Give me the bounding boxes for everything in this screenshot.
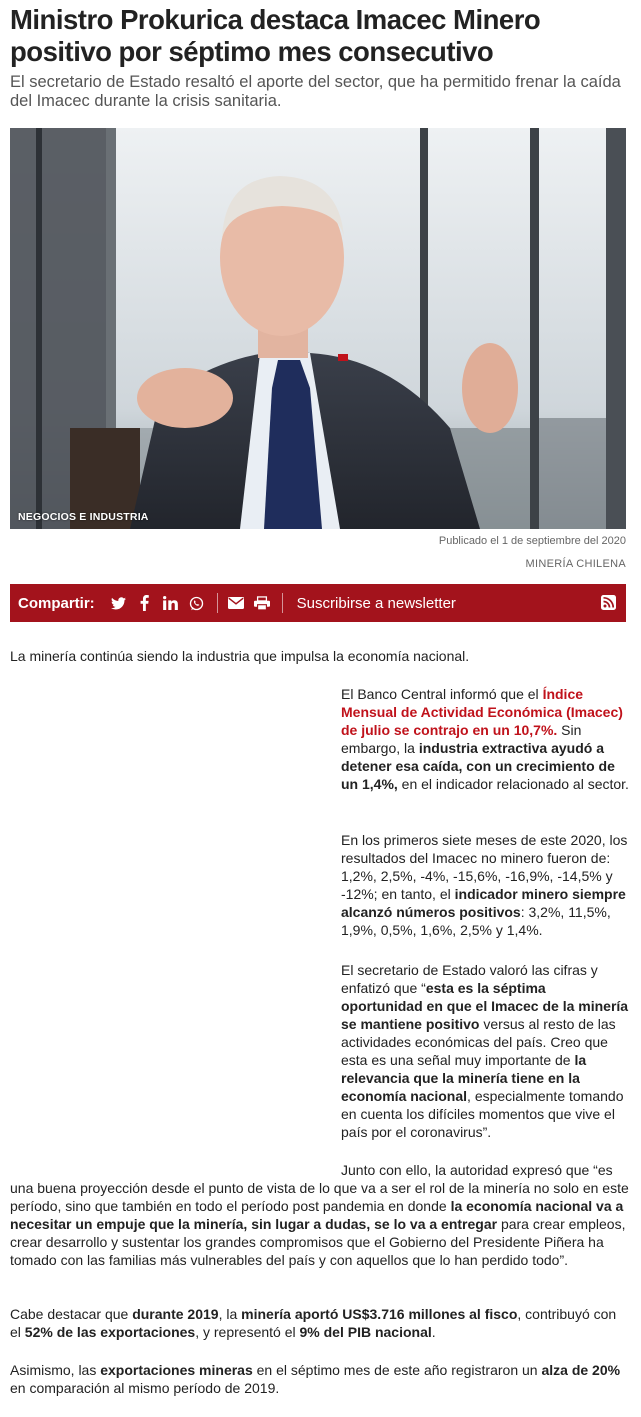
p3-text-c: : 3,2%, 11,5%, 1,9%, 0,5%, 1,6%, 2,5% y 1,4%.	[341, 904, 611, 938]
body-paragraph-2	[341, 685, 629, 793]
article-photo	[10, 128, 626, 529]
share-bar	[10, 584, 626, 622]
p5-text-c: para crear empleos, crear desarrollo y sustentar los grandes compromisos que el Gobierno del Presidente Piñera ha tomado con las familias más vulnerables del país y con aquellos que lo han perdido todo”.	[10, 1216, 626, 1268]
whatsapp-icon[interactable]	[189, 595, 205, 611]
article-subhead: El secretario de Estado resaltó el aporte del sector, que ha permitido frenar la caída del Imacec durante la crisis sanitaria.	[10, 73, 621, 110]
body-paragraph-1: La minería continúa siendo la industria que impulsa la economía nacional.	[10, 648, 470, 664]
email-icon[interactable]	[228, 595, 244, 611]
rss-icon[interactable]	[601, 595, 616, 610]
p4-bold-d: la relevancia que la minería tiene en la economía nacional	[341, 1052, 587, 1104]
p5-bold-b: la economía nacional va a necesitar un empuje que la minería, sin lugar a dudas, se lo va a entregar	[10, 1198, 624, 1232]
print-icon[interactable]	[254, 595, 270, 611]
body-paragraph-3	[341, 831, 629, 939]
share-divider	[217, 593, 218, 613]
publish-date: Publicado el 1 de septiembre del 2020	[438, 535, 626, 547]
p2-text-c: Sin embargo, la	[341, 722, 582, 756]
linkedin-icon[interactable]	[163, 595, 179, 611]
p4-text-a: El secretario de Estado valoró las cifras y enfatizó que “	[341, 962, 598, 996]
p4-text-e: , especialmente tomando en cuenta los difíciles momentos que vive el país por el coronavirus”.	[341, 1088, 624, 1140]
p6-bold-h: 9% del PIB nacional	[299, 1324, 432, 1340]
p6-bold-b: durante 2019	[132, 1306, 219, 1322]
p7-bold-b: exportaciones mineras	[100, 1362, 253, 1378]
p4-bold-b: esta es la séptima oportunidad en que el Imacec de la minería se mantiene positivo	[341, 980, 629, 1032]
twitter-icon[interactable]	[111, 595, 127, 611]
p3-bold-b: indicador minero siempre alcanzó números positivos	[341, 886, 626, 920]
article-source: MINERÍA CHILENA	[525, 558, 626, 570]
p6-bold-d: minería aportó US$3.716 millones al fisco	[241, 1306, 518, 1322]
p7-text-e: en comparación al mismo período de 2019.	[10, 1380, 280, 1396]
body-paragraph-7	[10, 1361, 630, 1397]
p7-bold-d: alza de 20%	[541, 1362, 621, 1378]
body-paragraph-5	[10, 1161, 630, 1269]
p6-text-i: .	[431, 1324, 436, 1340]
newsletter-subscribe-link[interactable]: Suscribirse a newsletter	[296, 594, 456, 612]
p2-bold-d: industria extractiva ayudó a detener esa caída, con un crecimiento de un 1,4%,	[341, 740, 615, 792]
p5-text-a: Junto con ello, la autoridad expresó que “es una buena proyección desde el punto de vista de lo que va a ser el rol de la minería no solo en este período, sino que también en todo el período post pandemia en donde	[10, 1162, 629, 1214]
body-paragraph-4	[341, 961, 629, 1141]
p6-text-c: , la	[218, 1306, 242, 1322]
article-headline: Ministro Prokurica destaca Imacec Minero positivo por séptimo mes consecutivo	[10, 4, 541, 67]
p6-bold-f: 52% de las exportaciones	[24, 1324, 196, 1340]
p7-text-a: Asimismo, las	[10, 1362, 101, 1378]
p6-text-a: Cabe destacar que	[10, 1306, 133, 1322]
photo-category-tag[interactable]: NEGOCIOS E INDUSTRIA	[18, 511, 149, 523]
share-label: Compartir:	[18, 594, 95, 612]
p3-text-a: En los primeros siete meses de este 2020, los resultados del Imacec no minero fueron de: 1,2%, 2,5%, -4%, -15,6%, -16,9%, -14,5% y -12%; en tanto, el	[341, 832, 628, 902]
p7-text-c: en el séptimo mes de este año registraron un	[252, 1362, 542, 1378]
p2-text-e: en el indicador relacionado al sector.	[397, 776, 629, 792]
body-paragraph-6	[10, 1305, 630, 1341]
facebook-icon[interactable]	[137, 595, 153, 611]
p4-text-c: versus al resto de las actividades económicas del país. Creo que esta es una señal muy importante de	[341, 1016, 616, 1068]
photo-illustration	[10, 128, 626, 529]
p6-text-e: , contribuyó con el	[10, 1306, 617, 1340]
share-divider-2	[282, 593, 283, 613]
p6-text-g: , y representó el	[195, 1324, 300, 1340]
share-icons	[111, 595, 205, 611]
p2-text-a: El Banco Central informó que el	[341, 686, 543, 702]
share-icons-secondary	[228, 595, 270, 611]
p2-imacec-link[interactable]: Índice Mensual de Actividad Económica (Imacec) de julio se contrajo en un 10,7%.	[341, 686, 623, 738]
